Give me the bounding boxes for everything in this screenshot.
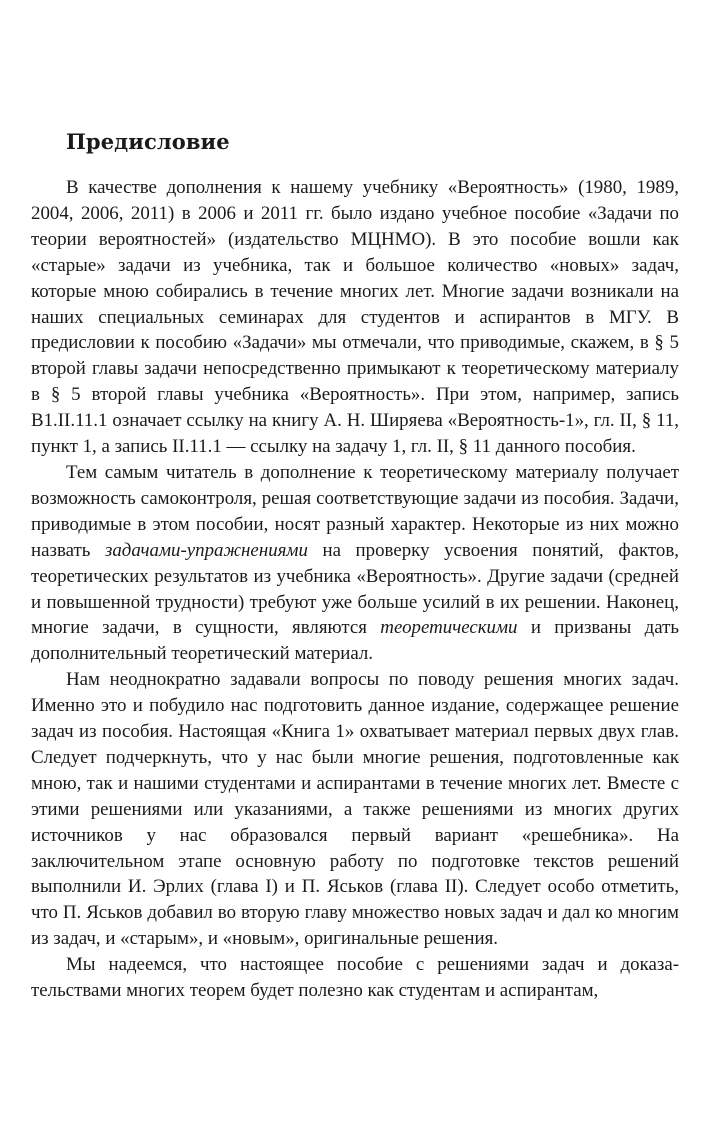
paragraph-text: и призваны дать дополнительный теоретический материал.: [31, 617, 679, 665]
paragraph-text: В качестве дополнения к нашему учебнику «Вероятность» (1980, 1989, 2004, 2006, 2011) в 2006 и 2011 гг. было издано учебное пособие «Задачи по теории вероятностей» (издательство МЦНМО). В это пособие вошли как «старые» задачи из учебника, так и большое количество «новых» задач, которые мною собирались в течение многих лет. Многие задачи возникали на наших специальных семинарах для студентов и аспирантов в МГУ. В предисловии к пособию «Задачи» мы отмечали, что приводимые, скажем, в § 5 второй главы задачи непосредственно примыкают к теоретическому материалу в § 5 второй главы учебника «Вероятность». При этом, например, запись В1.II.11.1 означает ссылку на книгу А. Н. Ширяева «Вероятность-1», гл. II, § 11, пункт 1, а запись II.11.1 — ссылку на задачу 1, гл. II, § 11 данного пособия.: [31, 177, 679, 458]
paragraph-2: [31, 460, 679, 667]
paragraph-1: [31, 175, 679, 460]
paragraph-text: Мы надеемся, что настоящее пособие с решениями задач и доказательствами многих теорем будет полезно как студентам и аспирантам,: [31, 954, 679, 1002]
paragraph-text: Тем самым читатель в дополнение к теоретическому материалу получает возможность самоконтроля, решая соответствующие задачи из пособия. Задачи, приводимые в этом пособии, носят разный характер. Некоторые из них можно назвать: [31, 461, 679, 561]
paragraph-4: [31, 952, 679, 1004]
page-title: Предисловие: [66, 129, 230, 154]
italic-term-theoretical: теоретическими: [380, 617, 518, 639]
preface-body: [31, 175, 679, 1004]
paragraph-3: [31, 667, 679, 952]
italic-term-exercises: задачами-упражнениями: [104, 539, 308, 561]
paragraph-text: Нам неоднократно задавали вопросы по поводу решения многих задач. Именно это и побудило нас подготовить данное издание, содержащее решение задач из пособия. Настоящая «Книга 1» охватывает материал первых двух глав. Следует подчеркнуть, что у нас были многие решения, подготовленные как мною, так и нашими студентами и аспирантами в течение многих лет. Вместе с этими решениями или указаниями, а также решениями из многих других источников у нас образовался первый вариант «решебника». На заключительном этапе основную работу по подготовке текстов решений выполнили И. Эрлих (глава I) и П. Яськов (глава II). Следует особо отметить, что П. Яськов добавил во вторую главу множество новых задач и дал ко многим из задач, и «старым», и «новым», оригинальные решения.: [31, 669, 679, 950]
paragraph-text: на проверку усвоения понятий, фактов, теоретических результатов из учебника «Вероятность». Другие задачи (средней и повышенной трудности) требуют уже больше усилий в их решении. Наконец, многие задачи, в сущности, являются: [31, 539, 679, 639]
